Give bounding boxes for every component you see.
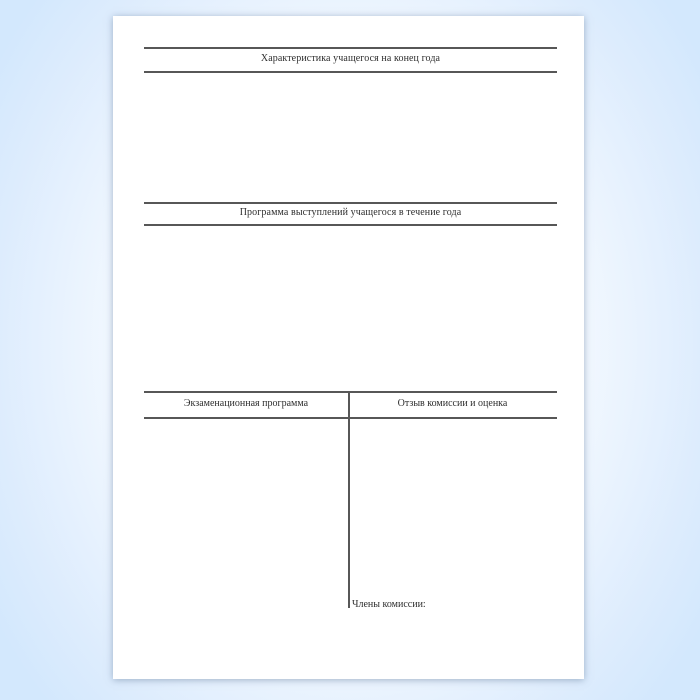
table-column-divider [348,391,350,608]
table-header-commission-review: Отзыв комиссии и оценка [397,398,508,409]
section-title-performance-program: Программа выступлений учащегося в течение года [239,207,462,218]
section-title-characteristics: Характеристика учащегося на конец года [260,53,441,64]
horizontal-rule [144,224,557,226]
table-header-exam-program: Экзаменационная программа [183,398,309,409]
horizontal-rule [144,71,557,73]
table-header-bottom-rule [144,417,557,419]
commission-members-label: Члены комиссии: [352,599,426,610]
document-page [113,16,584,679]
